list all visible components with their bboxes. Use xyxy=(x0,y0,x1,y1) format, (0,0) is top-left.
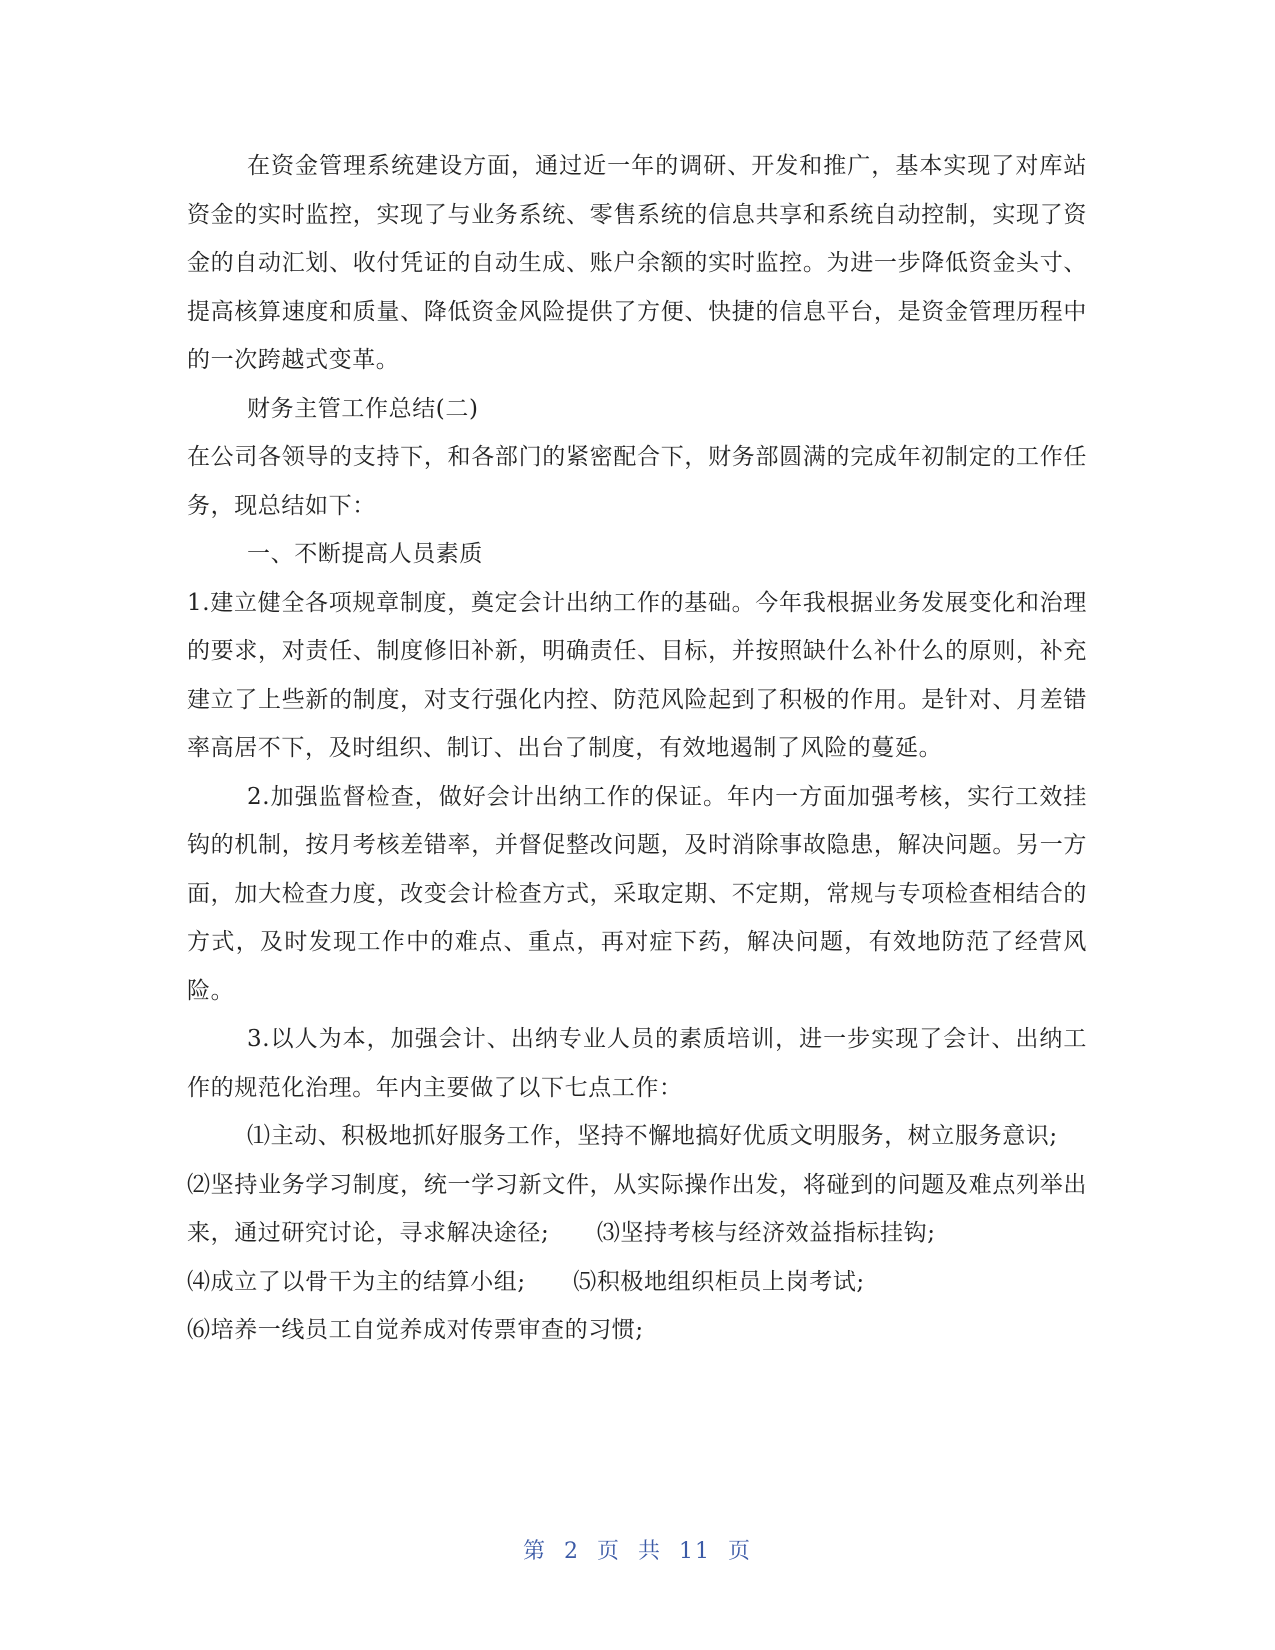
list-item-2-3: ⑵坚持业务学习制度，统一学习新文件，从实际操作出发，将碰到的问题及难点列举出来，通过研究讨论，寻求解决途径; ⑶坚持考核与经济效益指标挂钩; xyxy=(187,1171,1087,1246)
footer-label-total-prefix: 共 xyxy=(638,1539,663,1564)
paragraph-item-3: 3.以人为本，加强会计、出纳专业人员的素质培训，进一步实现了会计、出纳工作的规范化治理。年内主要做了以下七点工作： xyxy=(187,1026,1087,1101)
list-item-1: ⑴主动、积极地抓好服务工作，坚持不懈地搞好优质文明服务，树立服务意识; xyxy=(247,1123,1058,1149)
list-item-6: ⑹培养一线员工自觉养成对传票审查的习惯; xyxy=(187,1317,644,1343)
paragraph-item-2: 2.加强监督检查，做好会计出纳工作的保证。年内一方面加强考核，实行工效挂钩的机制，按月考核差错率，并督促整改问题，及时消除事故隐患，解决问题。另一方面，加大检查力度，改变会计检查方式，采取定期、不定期，常规与专项检查相结合的方式，及时发现工作中的难点、重点，再对症下药，解决问题，有效地防范了经营风险。 xyxy=(187,783,1087,1004)
paragraph-fund-management: 在资金管理系统建设方面，通过近一年的调研、开发和推广，基本实现了对库站资金的实时监控，实现了与业务系统、零售系统的信息共享和系统自动控制，实现了资金的自动汇划、收付凭证的自动生成、账户余额的实时监控。为进一步降低资金头寸、提高核算速度和质量、降低资金风险提供了方便、快捷的信息平台，是资金管理历程中的一次跨越式变革。 xyxy=(187,153,1087,373)
section-title-summary-two: 财务主管工作总结(二) xyxy=(247,395,479,422)
list-item-4-5: ⑷成立了以骨干为主的结算小组; ⑸积极地组织柜员上岗考试; xyxy=(187,1268,865,1295)
heading-improve-staff-quality: 一、不断提高人员素质 xyxy=(247,541,483,567)
paragraph-intro: 在公司各领导的支持下，和各部门的紧密配合下，财务部圆满的完成年初制定的工作任务，现总结如下： xyxy=(187,444,1087,519)
document-body xyxy=(187,142,1087,1355)
footer-label-suffix: 页 xyxy=(728,1539,753,1564)
footer-total-pages: 11 xyxy=(679,1539,712,1564)
footer-page-number: 2 xyxy=(563,1539,580,1564)
footer-label-mid: 页 xyxy=(596,1539,621,1564)
paragraph-item-1: 1.建立健全各项规章制度，奠定会计出纳工作的基础。今年我根据业务发展变化和治理的要求，对责任、制度修旧补新，明确责任、目标，并按照缺什么补什么的原则，补充建立了上些新的制度，对支行强化内控、防范风险起到了积极的作用。是针对、月差错率高居不下，及时组织、制订、出台了制度，有效地遏制了风险的蔓延。 xyxy=(187,589,1087,761)
footer-label-prefix: 第 xyxy=(522,1539,547,1564)
page-footer xyxy=(0,1534,1275,1565)
